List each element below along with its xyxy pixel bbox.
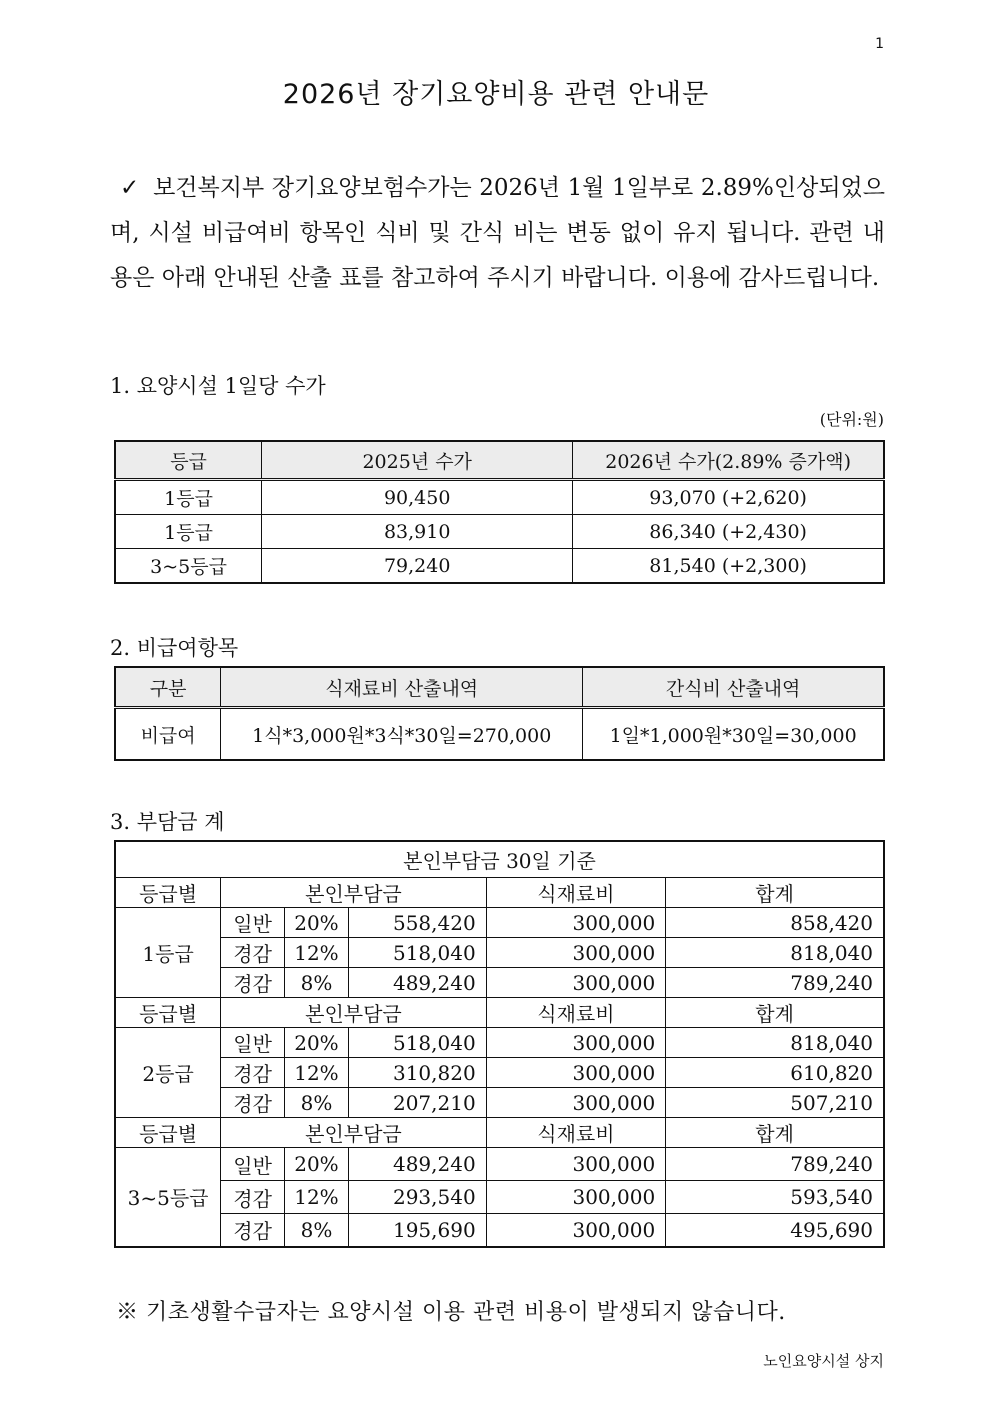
table-cell: 8% <box>284 1214 348 1247</box>
table-cell: 195,690 <box>348 1214 486 1247</box>
header-cell: 간식비 산출내역 <box>583 667 884 708</box>
grade-cell: 3~5등급 <box>115 1148 221 1247</box>
table-row <box>115 1181 884 1214</box>
table-row <box>115 1214 884 1247</box>
header-cell: 식재료비 <box>486 998 666 1028</box>
header-cell: 식재료비 <box>486 878 666 908</box>
table-cell: 300,000 <box>486 1028 666 1058</box>
copayment-table <box>114 840 885 1248</box>
header-cell: 등급별 <box>115 998 221 1028</box>
table-cell: 83,910 <box>262 515 573 549</box>
table-cell: 일반 <box>221 1148 285 1181</box>
table-row <box>115 938 884 968</box>
signature: 노인요양시설 상지 <box>763 1352 884 1370</box>
table-cell: 300,000 <box>486 1058 666 1088</box>
table-cell: 610,820 <box>666 1058 884 1088</box>
table-cell: 818,040 <box>666 1028 884 1058</box>
grade-cell: 1등급 <box>115 908 221 998</box>
table-cell: 300,000 <box>486 908 666 938</box>
table-caption: 본인부담금 30일 기준 <box>115 841 884 878</box>
table-cell: 20% <box>284 1148 348 1181</box>
intro-text: 보건복지부 장기요양보험수가는 2026년 1월 1일부로 2.89%인상되었으며, 시설 비급여비 항목인 식비 및 간식 비는 변동 없이 유지 됩니다. 관련 내용은 아래 안내된 산출 표를 참고하여 주시기 바랍니다. 이용에 감사드립니다. <box>110 175 885 291</box>
grade-cell: 2등급 <box>115 1028 221 1118</box>
table-cell: 300,000 <box>486 968 666 998</box>
footnote: ※ 기초생활수급자는 요양시설 이용 관련 비용이 발생되지 않습니다. <box>116 1300 786 1325</box>
header-cell: 등급별 <box>115 878 221 908</box>
table-header-row <box>115 878 884 908</box>
table-cell: 79,240 <box>262 549 573 584</box>
header-cell: 본인부담금 <box>221 998 487 1028</box>
table-cell: 489,240 <box>348 968 486 998</box>
section2-heading: 2. 비급여항목 <box>110 636 239 660</box>
table-cell: 1등급 <box>115 480 262 515</box>
table-header-row <box>115 998 884 1028</box>
table-cell: 20% <box>284 908 348 938</box>
table-cell: 1등급 <box>115 515 262 549</box>
table-cell: 일반 <box>221 908 285 938</box>
table-cell: 495,690 <box>666 1214 884 1247</box>
table-cell: 858,420 <box>666 908 884 938</box>
header-cell: 합계 <box>666 998 884 1028</box>
header-cell: 등급별 <box>115 1118 221 1148</box>
header-cell: 식재료비 <box>486 1118 666 1148</box>
table-row <box>115 1148 884 1181</box>
header-cell: 본인부담금 <box>221 878 487 908</box>
table-cell: 12% <box>284 1058 348 1088</box>
table-header-row <box>115 667 884 708</box>
table-cell: 경감 <box>221 1181 285 1214</box>
table-cell: 81,540 (+2,300) <box>573 549 884 584</box>
table-cell: 558,420 <box>348 908 486 938</box>
header-cell: 등급 <box>115 441 262 480</box>
table-cell: 300,000 <box>486 938 666 968</box>
table-cell: 518,040 <box>348 938 486 968</box>
table-row <box>115 1088 884 1118</box>
header-cell: 2026년 수가(2.89% 증가액) <box>573 441 884 480</box>
table-row <box>115 908 884 938</box>
table-cell: 비급여 <box>115 708 221 761</box>
table-row <box>115 480 884 515</box>
table-cell: 789,240 <box>666 968 884 998</box>
section1-heading: 1. 요양시설 1일당 수가 <box>110 374 326 398</box>
table-cell: 818,040 <box>666 938 884 968</box>
non-covered-table <box>114 666 885 761</box>
table-row <box>115 515 884 549</box>
table-cell: 90,450 <box>262 480 573 515</box>
daily-fee-table <box>114 440 885 584</box>
table-cell: 489,240 <box>348 1148 486 1181</box>
table-cell: 3~5등급 <box>115 549 262 584</box>
table-cell: 507,210 <box>666 1088 884 1118</box>
table-cell: 8% <box>284 968 348 998</box>
table-cell: 1일*1,000원*30일=30,000 <box>583 708 884 761</box>
table-cell: 경감 <box>221 938 285 968</box>
table-cell: 12% <box>284 1181 348 1214</box>
header-cell: 구분 <box>115 667 221 708</box>
check-icon: ✓ <box>120 175 140 201</box>
table-row <box>115 968 884 998</box>
table-header-row <box>115 1118 884 1148</box>
table-cell: 93,070 (+2,620) <box>573 480 884 515</box>
table-header-row <box>115 441 884 480</box>
table-row <box>115 1028 884 1058</box>
table-cell: 1식*3,000원*3식*30일=270,000 <box>221 708 583 761</box>
table-cell: 789,240 <box>666 1148 884 1181</box>
header-cell: 2025년 수가 <box>262 441 573 480</box>
table-cell: 경감 <box>221 1058 285 1088</box>
table-cell: 518,040 <box>348 1028 486 1058</box>
header-cell: 합계 <box>666 1118 884 1148</box>
table-cell: 20% <box>284 1028 348 1058</box>
table-row <box>115 708 884 761</box>
table-cell: 207,210 <box>348 1088 486 1118</box>
table-cell: 300,000 <box>486 1148 666 1181</box>
intro-paragraph <box>110 166 885 301</box>
table-cell: 86,340 (+2,430) <box>573 515 884 549</box>
table-cell: 293,540 <box>348 1181 486 1214</box>
table-row <box>115 1058 884 1088</box>
table-cell: 593,540 <box>666 1181 884 1214</box>
table-cell: 300,000 <box>486 1214 666 1247</box>
document-title: 2026년 장기요양비용 관련 안내문 <box>282 79 710 110</box>
table-cell: 경감 <box>221 1214 285 1247</box>
header-cell: 본인부담금 <box>221 1118 487 1148</box>
table-cell: 300,000 <box>486 1088 666 1118</box>
table-cell: 300,000 <box>486 1181 666 1214</box>
table-cell: 경감 <box>221 968 285 998</box>
table-row <box>115 549 884 584</box>
header-cell: 합계 <box>666 878 884 908</box>
unit-note: (단위:원) <box>819 410 884 429</box>
table-cell: 일반 <box>221 1028 285 1058</box>
table-cell: 경감 <box>221 1088 285 1118</box>
section3-heading: 3. 부담금 계 <box>110 810 225 834</box>
table-cell: 12% <box>284 938 348 968</box>
table-cell: 310,820 <box>348 1058 486 1088</box>
table-cell: 8% <box>284 1088 348 1118</box>
page-number: 1 <box>875 36 884 52</box>
header-cell: 식재료비 산출내역 <box>221 667 583 708</box>
